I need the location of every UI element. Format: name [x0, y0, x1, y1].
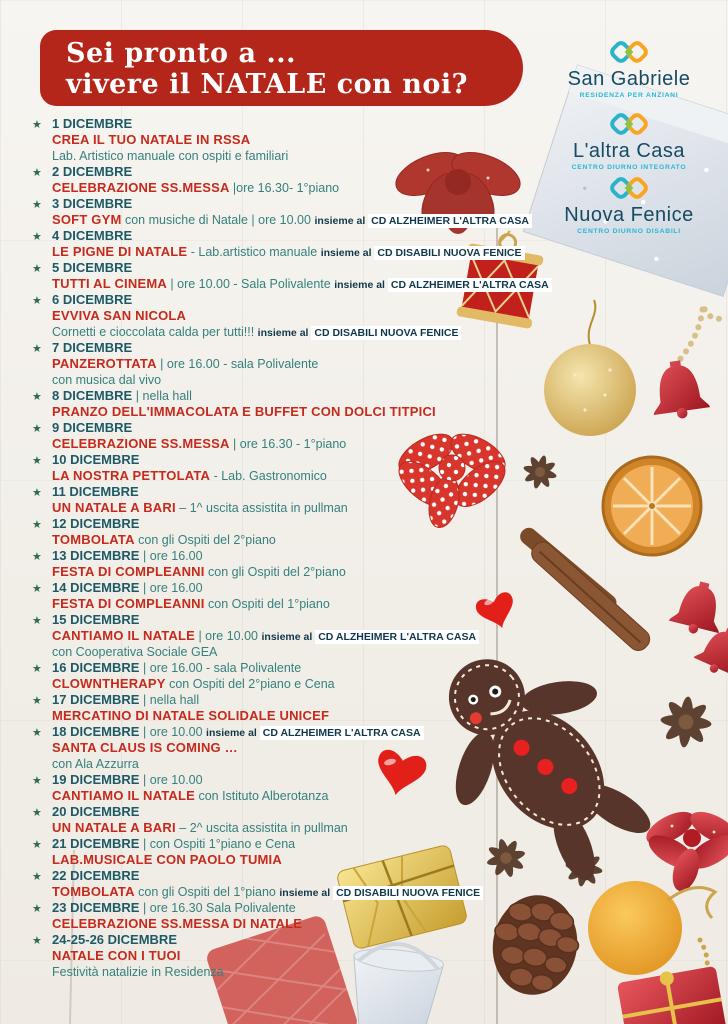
event-item [30, 292, 698, 340]
event-text: con Ospiti del 2°piano e Cena [165, 677, 335, 691]
event-text: 21 DICEMBRE [52, 836, 144, 851]
event-line [52, 788, 698, 804]
event-item [30, 804, 698, 836]
event-text: 20 DICEMBRE [52, 804, 140, 819]
event-text: 5 DICEMBRE [52, 260, 133, 275]
event-text: Festività natalizie in Residenza [52, 965, 224, 979]
butterfly-knot-icon [603, 36, 655, 68]
logo-subtitle: CENTRO DIURNO DISABILI [577, 228, 681, 235]
event-text: insieme al [334, 279, 388, 291]
event-text: - Lab. Gastronomico [210, 469, 327, 483]
event-line [52, 356, 698, 372]
event-text: |ore 16.30- 1°piano [232, 181, 340, 195]
event-line [52, 292, 698, 308]
event-line [52, 948, 698, 964]
event-item [30, 900, 698, 932]
event-text: TOMBOLATA [52, 532, 135, 547]
event-line [52, 916, 698, 932]
event-item [30, 836, 698, 868]
event-text: 11 DICEMBRE [52, 484, 139, 499]
star-icon: ★ [32, 487, 42, 499]
event-line [52, 516, 698, 532]
event-text: con musiche di Natale | ore 10.00 [121, 213, 315, 227]
event-text: UN NATALE A BARI [52, 820, 176, 835]
star-icon: ★ [32, 231, 42, 243]
star-icon: ★ [32, 263, 42, 275]
event-text: – 2^ uscita assistita in pullman [175, 821, 348, 835]
event-line [52, 868, 698, 884]
event-line [52, 564, 698, 580]
star-icon: ★ [32, 583, 42, 595]
star-icon: ★ [32, 839, 42, 851]
event-item [30, 692, 698, 724]
star-icon: ★ [32, 807, 42, 819]
event-text: LA NOSTRA PETTOLATA [52, 468, 211, 483]
partner-label: CD ALZHEIMER L'ALTRA CASA [315, 630, 479, 644]
event-line [52, 820, 698, 836]
partner-label: CD DISABILI NUOVA FENICE [311, 326, 461, 340]
event-line [52, 900, 698, 916]
event-text: | ore 10.00 [143, 773, 203, 787]
event-text: | ore 10.00 - Sala Polivalente [166, 277, 335, 291]
star-icon: ★ [32, 423, 42, 435]
event-text: con musica dal vivo [52, 373, 162, 387]
event-text: | ore 10.00 [143, 725, 207, 739]
event-text: - Lab.artistico manuale [187, 245, 321, 259]
star-icon: ★ [32, 519, 42, 531]
event-text: Lab. Artistico manuale con ospiti e familiari [52, 149, 289, 163]
event-line [52, 660, 698, 676]
event-text: | ore 16.30 Sala Polivalente [143, 901, 296, 915]
event-text: con Ospiti del 1°piano [204, 597, 330, 611]
event-line [52, 804, 698, 820]
event-item [30, 660, 698, 692]
event-text: 8 DICEMBRE [52, 388, 136, 403]
event-text: con gli Ospiti del 2°piano [134, 533, 276, 547]
event-text: 6 DICEMBRE [52, 292, 133, 307]
events-list [30, 116, 698, 980]
partner-label: CD ALZHEIMER L'ALTRA CASA [260, 726, 424, 740]
event-text: CELEBRAZIONE SS.MESSA [52, 436, 230, 451]
event-text: 1 DICEMBRE [52, 116, 133, 131]
event-line [52, 852, 698, 868]
event-text: UN NATALE A BARI [52, 500, 176, 515]
event-line [52, 740, 698, 756]
event-line [52, 420, 698, 436]
event-item [30, 580, 698, 612]
logo-nuova-fenice [544, 172, 714, 235]
event-text: SOFT GYM [52, 212, 122, 227]
event-line [52, 836, 698, 852]
event-item [30, 724, 698, 772]
event-item [30, 548, 698, 580]
event-text: NATALE CON I TUOI [52, 948, 181, 963]
event-line [52, 964, 698, 980]
star-icon: ★ [32, 615, 42, 627]
logo-name: San Gabriele [567, 68, 691, 90]
event-line [52, 308, 698, 324]
event-text: CANTIAMO IL NATALE [52, 628, 195, 643]
event-text: 13 DICEMBRE [52, 548, 144, 563]
star-icon: ★ [32, 199, 42, 211]
event-text: | ore 16.00 [143, 549, 203, 563]
partner-label: CD ALZHEIMER L'ALTRA CASA [388, 278, 552, 292]
event-text: LAB.MUSICALE CON PAOLO TUMIA [52, 852, 282, 867]
event-line [52, 340, 698, 356]
event-text: 4 DICEMBRE [52, 228, 133, 243]
event-text: | con Ospiti 1°piano e Cena [143, 837, 296, 851]
star-icon: ★ [32, 167, 42, 179]
butterfly-knot-icon [603, 172, 655, 204]
star-icon: ★ [32, 119, 42, 131]
event-text: 14 DICEMBRE [52, 580, 144, 595]
event-text: 15 DICEMBRE [52, 612, 140, 627]
partner-label: CD ALZHEIMER L'ALTRA CASA [368, 214, 532, 228]
event-text: insieme al [206, 727, 260, 739]
event-text: | ore 10.00 [194, 629, 262, 643]
event-text: con gli Ospiti del 2°piano [204, 565, 346, 579]
event-text: CLOWNTHERAPY [52, 676, 166, 691]
event-line [52, 756, 698, 772]
title-banner [40, 30, 523, 106]
event-line [52, 772, 698, 788]
event-line [52, 276, 698, 292]
event-line [52, 596, 698, 612]
event-line [52, 612, 698, 628]
event-item [30, 868, 698, 900]
event-text: | nella hall [135, 389, 192, 403]
event-text: 23 DICEMBRE [52, 900, 144, 915]
logo-subtitle: CENTRO DIURNO INTEGRATO [571, 164, 687, 171]
star-icon: ★ [32, 695, 42, 707]
event-text: SANTA CLAUS IS COMING … [52, 740, 238, 755]
event-text: | ore 16.30 - 1°piano [229, 437, 347, 451]
star-icon: ★ [32, 663, 42, 675]
star-icon: ★ [32, 903, 42, 915]
event-line [52, 260, 698, 276]
event-item [30, 772, 698, 804]
event-line [52, 324, 698, 340]
event-text: insieme al [261, 631, 316, 643]
star-icon: ★ [32, 551, 42, 563]
event-line [52, 932, 698, 948]
event-item [30, 612, 698, 660]
event-text: CREA IL TUO NATALE IN RSSA [52, 132, 251, 147]
event-line [52, 436, 698, 452]
star-icon: ★ [32, 295, 42, 307]
event-text: MERCATINO DI NATALE SOLIDALE UNICEF [52, 708, 330, 723]
event-line [52, 580, 698, 596]
event-text: 3 DICEMBRE [52, 196, 133, 211]
star-icon: ★ [32, 727, 42, 739]
event-text: LE PIGNE DI NATALE [52, 244, 188, 259]
event-line [52, 884, 698, 900]
event-text: CELEBRAZIONE SS.MESSA DI NATALE [52, 916, 303, 931]
event-line [52, 404, 698, 420]
star-icon: ★ [32, 343, 42, 355]
event-text: Cornetti e cioccolata calda per tutti!!! [52, 325, 258, 339]
event-text: | ore 16.00 - sala Polivalente [143, 661, 302, 675]
event-item [30, 932, 698, 980]
event-text: 17 DICEMBRE [52, 692, 144, 707]
event-line [52, 724, 698, 740]
event-line [52, 548, 698, 564]
event-line [52, 532, 698, 548]
event-line [52, 452, 698, 468]
event-text: CELEBRAZIONE SS.MESSA [52, 180, 233, 195]
event-item [30, 340, 698, 388]
event-text: 7 DICEMBRE [52, 340, 133, 355]
event-item [30, 484, 698, 516]
logo-name: L'altra Casa [572, 140, 686, 162]
event-line [52, 244, 698, 260]
logo-name: Nuova Fenice [564, 204, 694, 226]
event-line [52, 468, 698, 484]
event-line [52, 388, 698, 404]
event-text: insieme al [279, 887, 334, 899]
event-line [52, 372, 698, 388]
event-text: 18 DICEMBRE [52, 724, 144, 739]
event-text: TUTTI AL CINEMA [52, 276, 167, 291]
event-text: | ore 16.00 - sala Polivalente [156, 357, 319, 371]
event-line [52, 676, 698, 692]
event-text: PANZEROTTATA [52, 356, 157, 371]
event-text: con gli Ospiti del 1°piano [134, 885, 280, 899]
event-text: insieme al [320, 247, 375, 259]
event-text: FESTA DI COMPLEANNI [52, 596, 205, 611]
title-line-1: Sei pronto a ... [66, 38, 297, 69]
event-text: con Istituto Alberotanza [194, 789, 329, 803]
partner-label: CD DISABILI NUOVA FENICE [333, 886, 483, 900]
event-text: 16 DICEMBRE [52, 660, 144, 675]
event-text: con Ala Azzurra [52, 757, 139, 771]
event-text: 9 DICEMBRE [52, 420, 133, 435]
event-text: con Cooperativa Sociale GEA [52, 645, 218, 659]
event-line [52, 484, 698, 500]
event-item [30, 420, 698, 452]
star-icon: ★ [32, 871, 42, 883]
event-text: TOMBOLATA [52, 884, 135, 899]
event-item [30, 452, 698, 484]
event-text: insieme al [314, 215, 369, 227]
butterfly-knot-icon [603, 108, 655, 140]
event-item [30, 260, 698, 292]
event-item [30, 388, 698, 420]
event-text: FESTA DI COMPLEANNI [52, 564, 205, 579]
event-text: 24-25-26 DICEMBRE [52, 932, 177, 947]
star-icon: ★ [32, 935, 42, 947]
event-text: 10 DICEMBRE [52, 452, 140, 467]
event-line [52, 692, 698, 708]
event-line [52, 500, 698, 516]
event-line [52, 628, 698, 644]
event-text: 12 DICEMBRE [52, 516, 140, 531]
star-icon: ★ [32, 391, 42, 403]
event-item [30, 516, 698, 548]
event-text: – 1^ uscita assistita in pullman [175, 501, 348, 515]
event-text: EVVIVA SAN NICOLA [52, 308, 187, 323]
event-line [52, 644, 698, 660]
event-text: | ore 16.00 [143, 581, 203, 595]
title-line-2: vivere il NATALE con noi? [66, 69, 468, 100]
star-icon: ★ [32, 455, 42, 467]
event-text: 22 DICEMBRE [52, 868, 140, 883]
event-text: PRANZO DELL'IMMACOLATA E BUFFET CON DOLCI TITPICI [52, 404, 436, 419]
logo-subtitle: RESIDENZA PER ANZIANI [579, 92, 679, 99]
event-text: 19 DICEMBRE [52, 772, 144, 787]
event-line [52, 708, 698, 724]
logo-san-gabriele [544, 36, 714, 99]
event-text: CANTIAMO IL NATALE [52, 788, 195, 803]
star-icon: ★ [32, 775, 42, 787]
logo-laltra-casa [544, 108, 714, 171]
partner-label: CD DISABILI NUOVA FENICE [374, 246, 524, 260]
event-text: 2 DICEMBRE [52, 164, 133, 179]
event-text: | nella hall [143, 693, 200, 707]
event-text: insieme al [257, 327, 312, 339]
